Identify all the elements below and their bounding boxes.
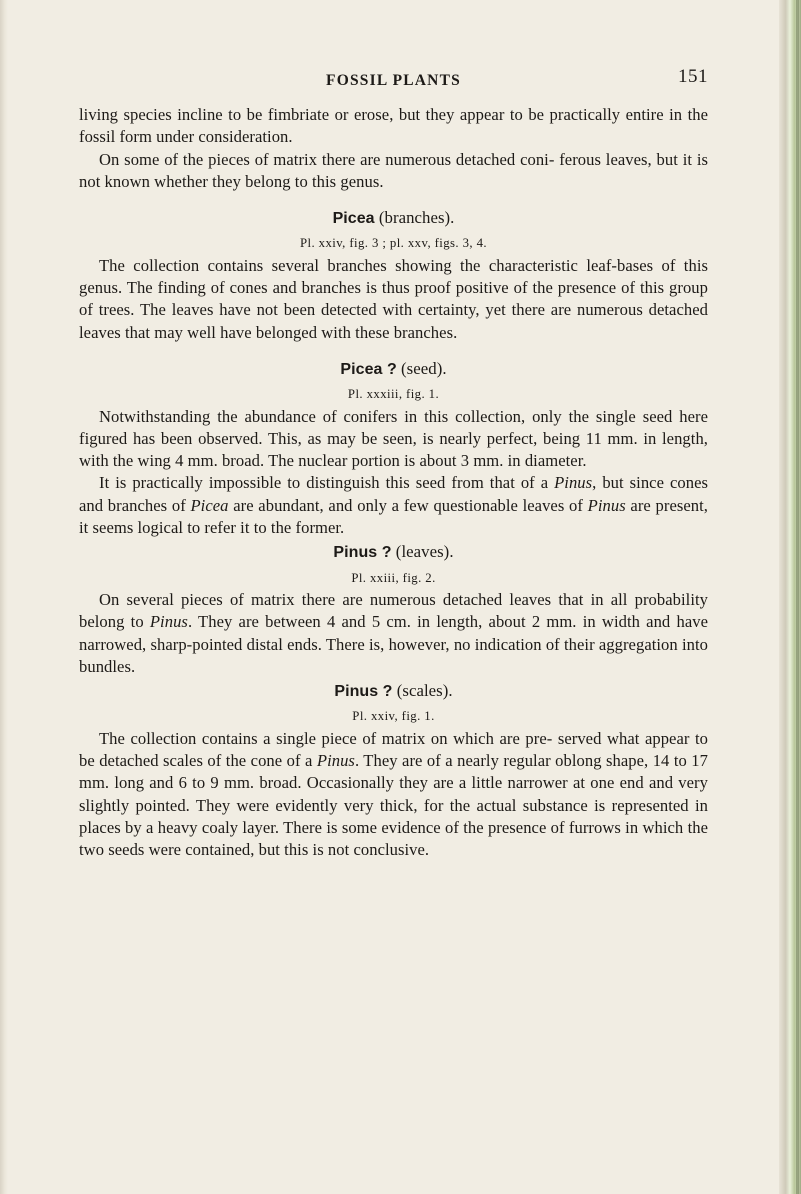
section-heading-picea-seed — [79, 358, 708, 381]
text-run: . They are between 4 and 5 cm. in length, about 2 mm. in width and have narrowed, sharp-pointed distal ends. There is, however, no indication of their aggregation into bundles. — [79, 612, 708, 676]
book-page — [79, 66, 708, 862]
page-left-edge — [0, 0, 8, 1194]
section-heading-pinus-leaves — [79, 541, 708, 564]
section-heading-picea-branches — [79, 207, 708, 230]
genus-name: Picea ? — [340, 360, 397, 378]
taxon-name: Pinus — [554, 473, 593, 493]
plate-reference: Pl. xxiii, fig. 2. — [351, 570, 436, 585]
heading-part: (branches). — [374, 208, 455, 228]
text-run: are abundant, and only a few questionable leaves of — [228, 495, 588, 515]
text-run: , but since cones and branches of — [79, 473, 708, 515]
plate-reference: Pl. xxxiii, fig. 1. — [347, 387, 440, 402]
plate-reference: Pl. xxiv, fig. 1. — [352, 709, 435, 724]
section-heading-pinus-scales — [79, 680, 708, 703]
text-run: . They are of a nearly regular oblong shape, 14 to 17 mm. long and 6 to 9 mm. broad. Occasionally they are a little narrower at one end and very slightly pointed. They were evidently very thick, for the actual substance is represented in places by a heavy coaly layer. There is some evidence of the presence of furrows in which the two seeds were contained, but this is not conclusive. — [79, 751, 708, 860]
text-run: It is practically impossible to distinguish this seed from that of a — [99, 473, 555, 493]
heading-part: (scales). — [392, 681, 453, 701]
section-paragraph — [79, 472, 708, 539]
genus-name: Pinus ? — [333, 544, 392, 562]
taxon-name: Pinus — [587, 495, 626, 515]
section-paragraph — [79, 589, 708, 678]
text-run: are present, it seems logical to refer it to the former. — [79, 495, 708, 538]
text-run: The collection contains a single piece of matrix on which are pre- served what appear to be detached scales of the cone of a — [79, 728, 708, 771]
running-title: FOSSIL PLANTS — [326, 72, 461, 89]
heading-part: (leaves). — [391, 542, 454, 562]
text-run: On several pieces of matrix there are numerous detached leaves that in all probability belong to — [79, 589, 708, 632]
intro-paragraph-2: On some of the pieces of matrix there are numerous detached coni- ferous leaves, but it is not known whether they belong to this genus. — [79, 149, 708, 191]
genus-name: Pinus ? — [334, 683, 393, 701]
intro-paragraph-1: living species incline to be fimbriate or erose, but they appear to be practically entire in the fossil form under consideration. — [79, 105, 708, 147]
taxon-name: Pinus — [316, 751, 355, 771]
genus-name: Picea — [332, 210, 375, 228]
section-paragraph: Notwithstanding the abundance of conifers in this collection, only the single seed here figured has been observed. This, as may be seen, is nearly perfect, being 11 mm. in length, with the wing 4 mm. broad. The nuclear portion is about 3 mm. in diameter. — [79, 406, 708, 471]
page-header — [79, 66, 708, 104]
page-number: 151 — [678, 66, 708, 87]
section-paragraph: The collection contains several branches showing the characteristic leaf-bases of this genus. The finding of cones and branches is thus proof positive of the presence of this group of trees. The leaves have not been detected with certainty, yet there are numerous detached leaves that may well have belonged with these branches. — [79, 255, 708, 342]
plate-reference: Pl. xxiv, fig. 3 ; pl. xxv, figs. 3, 4. — [299, 236, 488, 251]
taxon-name: Picea — [190, 495, 229, 515]
section-paragraph — [79, 728, 708, 862]
taxon-name: Pinus — [149, 612, 188, 632]
heading-part: (seed). — [396, 358, 447, 378]
page-right-edge — [779, 0, 801, 1194]
